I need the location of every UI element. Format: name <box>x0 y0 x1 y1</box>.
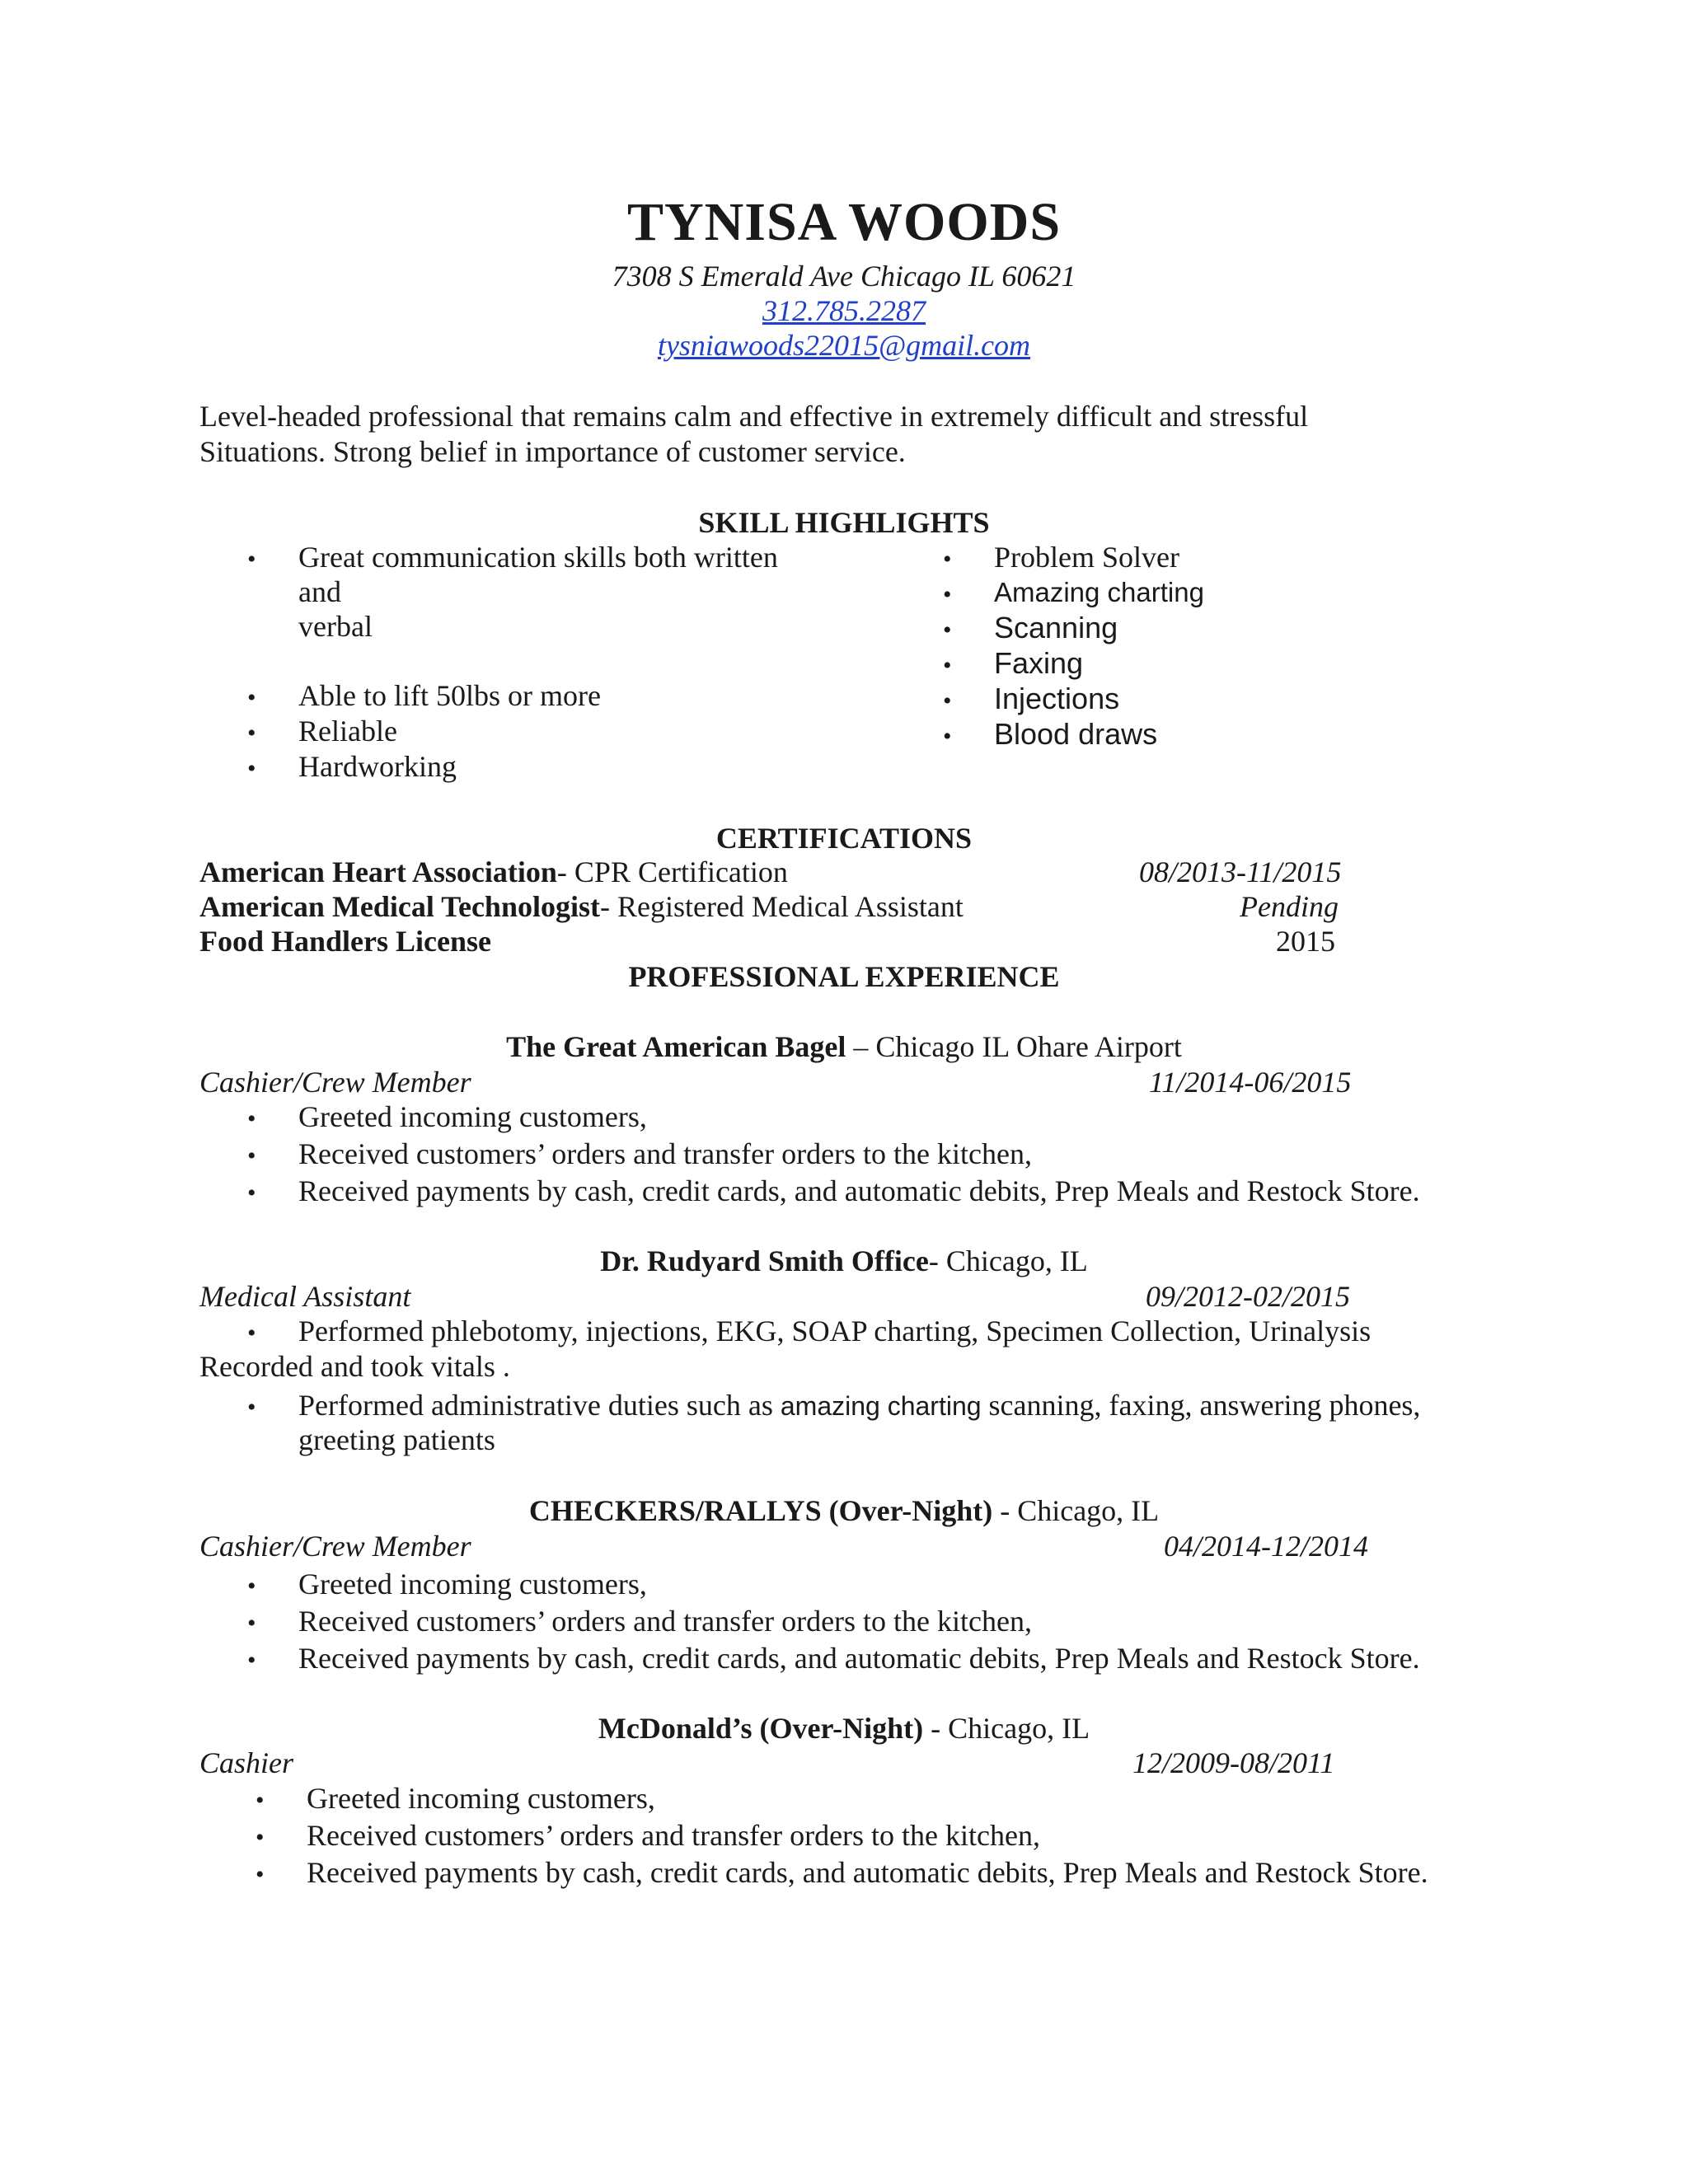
job-bullet-cont: Recorded and took vitals . <box>199 1350 510 1383</box>
job-bullet: Greeted incoming customers, <box>307 1782 655 1815</box>
job-bullet: Greeted incoming customers, <box>298 1568 647 1601</box>
bullet-icon: • <box>943 581 952 608</box>
bullet-icon: • <box>256 1824 265 1851</box>
job-employer: McDonald’s (Over-Night) <box>598 1712 924 1745</box>
certifications-heading: CERTIFICATIONS <box>715 822 973 855</box>
job-bullet: Received payments by cash, credit cards, and automatic debits, Prep Meals and Restock Store. <box>298 1642 1420 1675</box>
bullet-icon: • <box>247 1647 256 1674</box>
job-header <box>0 1493 1688 1528</box>
cert-sep: - <box>599 890 617 923</box>
bullet-icon: • <box>247 755 256 782</box>
skill-item: Able to lift 50lbs or more <box>298 679 601 712</box>
job-bullet: Received payments by cash, credit cards, and automatic debits, Prep Meals and Restock Store. <box>307 1856 1428 1889</box>
job-header <box>0 1711 1688 1746</box>
job-title: Cashier <box>199 1746 294 1779</box>
job-bullet: Received payments by cash, credit cards, and automatic debits, Prep Meals and Restock Store. <box>298 1174 1420 1207</box>
cert-org: American Medical Technologist <box>199 890 600 923</box>
cert-row <box>199 889 964 924</box>
bullet-icon: • <box>247 1610 256 1637</box>
cert-row <box>199 924 491 958</box>
job-employer: CHECKERS/RALLYS (Over-Night) <box>528 1494 993 1527</box>
bullet-icon: • <box>247 1179 256 1207</box>
summary-line-2: Situations. Strong belief in importance of customer service. <box>199 435 906 468</box>
bullet-icon: • <box>943 546 952 573</box>
skill-item: Great communication skills both written <box>298 541 778 574</box>
job-header <box>0 1029 1688 1064</box>
job-title: Cashier/Crew Member <box>199 1066 471 1099</box>
cert-date: 08/2013-11/2015 <box>1139 855 1342 888</box>
job-bullet: Greeted incoming customers, <box>298 1100 647 1133</box>
job-bullet-cont: greeting patients <box>298 1423 495 1456</box>
bullet-icon: • <box>943 616 952 644</box>
job-header <box>0 1244 1688 1278</box>
skill-item-cont: verbal <box>298 610 373 643</box>
experience-heading: PROFESSIONAL EXPERIENCE <box>628 960 1060 993</box>
cert-org: American Heart Association <box>199 855 557 888</box>
job-bullet: Received customers’ orders and transfer orders to the kitchen, <box>298 1605 1032 1638</box>
skill-item: Hardworking <box>298 750 457 783</box>
cert-date: 2015 <box>1276 925 1335 958</box>
job-bullet: Performed phlebotomy, injections, EKG, SOAP charting, Specimen Collection, Urinalysis <box>298 1315 1372 1347</box>
cert-org: Food Handlers License <box>199 925 492 958</box>
job-location: – Chicago IL Ohare Airport <box>846 1030 1182 1063</box>
cert-sep: - <box>556 855 574 888</box>
skills-heading: SKILL HIGHLIGHTS <box>698 506 990 539</box>
bullet-icon: • <box>247 1319 256 1347</box>
bullet-icon: • <box>943 687 952 715</box>
bullet-icon: • <box>247 1572 256 1600</box>
skill-item: Reliable <box>298 715 397 748</box>
skill-item: Blood draws <box>994 717 1158 751</box>
job-bullet <box>298 1388 1420 1422</box>
skill-item: Scanning <box>994 611 1118 644</box>
bullet-icon: • <box>256 1861 265 1888</box>
job-location: - Chicago, IL <box>928 1244 1088 1277</box>
skill-item: Amazing charting <box>994 577 1204 607</box>
job-location: - Chicago, IL <box>992 1494 1160 1527</box>
job-dates: 09/2012-02/2015 <box>1146 1280 1350 1313</box>
job-location: - Chicago, IL <box>923 1712 1090 1745</box>
cert-row <box>199 855 788 889</box>
summary-line-1: Level-headed professional that remains calm and effective in extremely difficult and stressful <box>199 400 1309 433</box>
cert-desc: CPR Certification <box>574 855 788 888</box>
job-bullet-text: scanning, faxing, answering phones, <box>981 1389 1421 1422</box>
cert-desc: Registered Medical Assistant <box>617 890 964 923</box>
job-dates: 12/2009-08/2011 <box>1132 1746 1335 1779</box>
bullet-icon: • <box>247 719 256 747</box>
phone-link[interactable]: 312.785.2287 <box>762 294 926 327</box>
resume-name: TYNISA WOODS <box>626 192 1062 252</box>
job-employer: The Great American Bagel <box>506 1030 846 1063</box>
bullet-icon: • <box>247 1394 256 1421</box>
bullet-icon: • <box>247 1142 256 1169</box>
cert-date: Pending <box>1240 890 1339 923</box>
job-dates: 11/2014-06/2015 <box>1149 1066 1352 1099</box>
bullet-icon: • <box>256 1787 265 1814</box>
job-bullet-text: amazing charting <box>780 1391 982 1421</box>
address: 7308 S Emerald Ave Chicago IL 60621 <box>612 260 1076 293</box>
job-dates: 04/2014-12/2014 <box>1164 1530 1368 1563</box>
job-employer: Dr. Rudyard Smith Office <box>600 1244 929 1277</box>
bullet-icon: • <box>943 652 952 679</box>
skill-item: Faxing <box>994 646 1084 680</box>
bullet-icon: • <box>247 684 256 711</box>
job-title: Medical Assistant <box>199 1280 411 1313</box>
bullet-icon: • <box>247 1105 256 1132</box>
job-title: Cashier/Crew Member <box>199 1530 471 1563</box>
skill-item: Injections <box>994 682 1120 715</box>
skill-item: Problem Solver <box>994 541 1179 574</box>
job-bullet: Received customers’ orders and transfer orders to the kitchen, <box>298 1137 1032 1170</box>
email-link[interactable]: tysniawoods22015@gmail.com <box>657 329 1031 362</box>
job-bullet-text: Performed administrative duties such as <box>298 1389 781 1422</box>
bullet-icon: • <box>247 546 256 573</box>
job-bullet: Received customers’ orders and transfer orders to the kitchen, <box>307 1819 1040 1852</box>
bullet-icon: • <box>943 723 952 750</box>
skill-item-cont: and <box>298 575 341 608</box>
